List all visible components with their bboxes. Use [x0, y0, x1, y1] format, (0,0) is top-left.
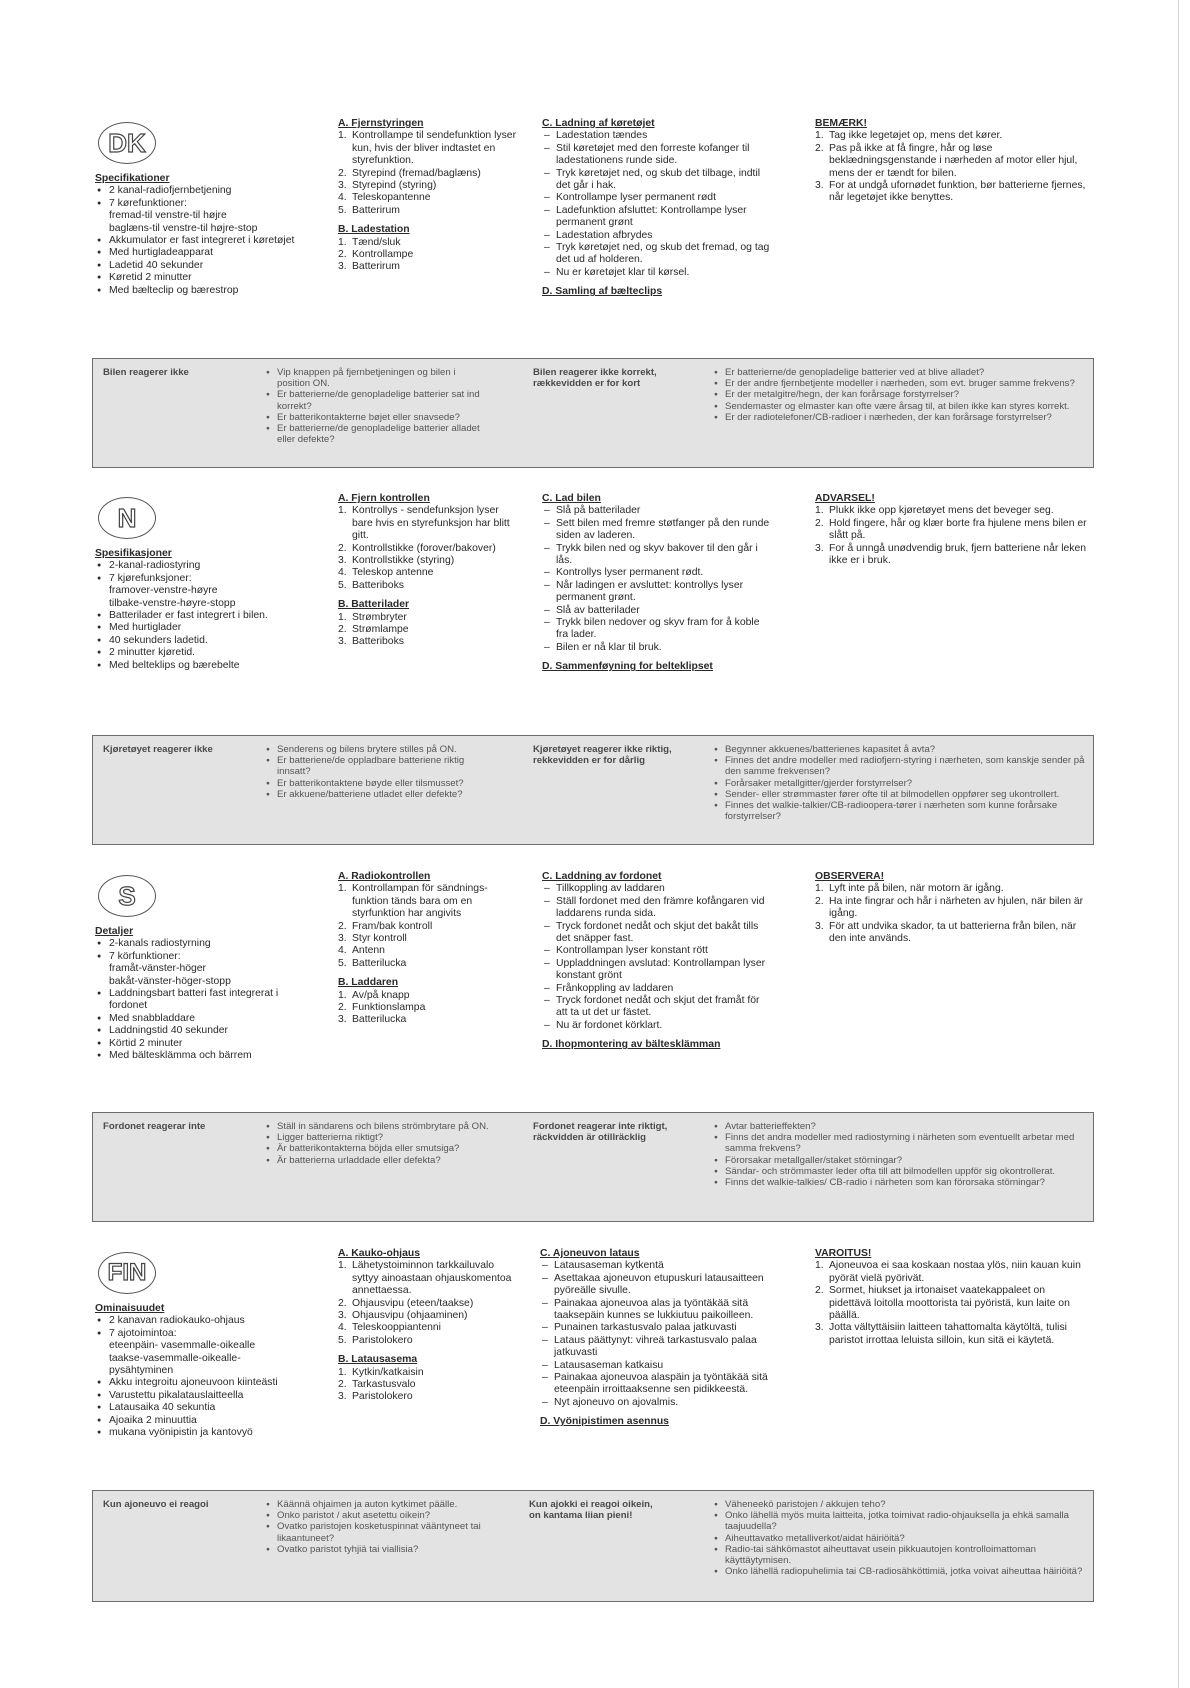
troubleshooting-box	[92, 735, 1094, 845]
charger-title: B. Latausasema	[338, 1354, 418, 1366]
spec-item: ● Varustettu pikalatauslaitteella	[95, 1390, 295, 1402]
warning-item: 2. Ha inte fingrar och hår i närheten av hjulen, när bilen är igång.	[815, 895, 1084, 920]
charging-step: – Tryk køretøjet ned, og skub det tilbage, indtil det går i hak.	[542, 168, 772, 193]
spec-title: Spesifikasjoner	[95, 548, 172, 559]
trouble-list	[265, 367, 490, 445]
spec-item: ● 7 ajotoimintoa: eteenpäin- vasemmalle-oikealle taakse-vasemmalle-oikealle- pysähtyminen	[95, 1328, 295, 1378]
remote-item: 4. Teleskop antenne	[338, 567, 434, 579]
remote-column	[338, 871, 518, 1027]
spec-item: ● Latausaika 40 sekuntia	[95, 1402, 295, 1414]
troubleshooting-box	[92, 358, 1094, 468]
trouble-item: ● Er der radiotelefoner/CB-radioer i nærheden, der kan forårsage forstyrrelser?	[713, 412, 1091, 423]
trouble-list	[713, 744, 1091, 822]
charging-step: – Bilen er nå klar til bruk.	[542, 642, 772, 654]
warning-column	[815, 493, 1090, 567]
charging-list	[542, 883, 772, 1032]
remote-item: 3. Ohjausvipu (ohjaaminen)	[338, 1310, 468, 1322]
remote-item: 5. Batterilucka	[338, 957, 407, 969]
trouble-item: ● Ställ in sändarens och bilens strömbrytare på ON.	[265, 1121, 490, 1132]
remote-item: 5. Paristolokero	[338, 1334, 413, 1346]
warning-item: 1. Plukk ikke opp kjøretøyet mens det beveger seg.	[815, 505, 1054, 517]
charging-step: – Trykk bilen ned og skyv bakover til den går i lås.	[542, 543, 772, 568]
trouble-item: ● Finns det andra modeller med radiostyrning i närheten som eventuellt arbetar med samma frekvens?	[713, 1132, 1091, 1154]
charger-item: 1. Tænd/sluk	[338, 236, 401, 248]
charger-item: 3. Batterirum	[338, 261, 400, 273]
spec-item: ● Akku integroitu ajoneuvoon kiinteästi	[95, 1377, 295, 1389]
warning-item: 3. För att undvika skador, ta ut batterierna från bilen, när den inte används.	[815, 920, 1077, 945]
trouble-item: ● Finnes det walkie-talkier/CB-radioopera-tører i nærheten som kunne forårsake forstyrrelser?	[713, 800, 1091, 822]
remote-item: 2. Styrepind (fremad/baglæns)	[338, 167, 481, 179]
charging-title: C. Laddning av fordonet	[542, 871, 662, 882]
badge-code: S	[118, 881, 136, 911]
badge-code: DK	[108, 128, 146, 158]
country-badge	[98, 497, 158, 541]
remote-item: 4. Teleskooppiantenni	[338, 1322, 441, 1334]
remote-item: 1. Kontrollampe til sendefunktion lyser kun, hvis der bliver indtastet en styrefunktion.	[338, 130, 517, 167]
spec-item: ● Med hurtigladeapparat	[95, 247, 295, 259]
charging-list	[542, 130, 772, 279]
trouble-list	[713, 1121, 1091, 1188]
spec-title: Detaljer	[95, 926, 134, 937]
charger-list	[338, 1367, 518, 1404]
spec-item: ● Med bælteclip og bærestrop	[95, 285, 295, 297]
trouble-item: ● Sendemaster og elmaster kan ofte være årsag til, at bilen ikke kan styres korrekt.	[713, 401, 1091, 412]
charger-item: 3. Batteriboks	[338, 636, 404, 648]
warning-title: OBSERVERA!	[815, 871, 885, 882]
country-badge	[98, 875, 158, 919]
charger-item: 1. Av/på knapp	[338, 989, 410, 1001]
charging-step: – Tryck fordonet nedåt och skjut det bakåt tills det snäpper fast.	[542, 921, 772, 946]
trouble-title: Kjøretøyet reagerer ikke riktig, rekkevidden er for dårlig	[533, 744, 672, 767]
charger-list	[338, 612, 518, 649]
trouble-item: ● Begynner akkuenes/batterienes kapasitet å avta?	[713, 744, 1091, 755]
assembly-title: D. Ihopmontering av bältesklämman	[542, 1039, 721, 1051]
trouble-item: ● Onko lähellä myös muita laitteita, jotka toimivat radio-ohjauksella ja ehkä samalla taajuudella?	[713, 1510, 1091, 1532]
warning-item: 1. Tag ikke legetøjet op, mens det kører.	[815, 130, 1003, 142]
charging-step: – Ladestation tændes	[542, 130, 772, 142]
badge-code: N	[117, 503, 137, 533]
trouble-item: ● Ligger batterierna riktigt?	[265, 1132, 490, 1143]
assembly-title: D. Vyönipistimen asennus	[540, 1416, 669, 1428]
spec-item: ● Ladetid 40 sekunder	[95, 260, 295, 272]
trouble-item: ● Senderens og bilens brytere stilles på ON.	[265, 744, 490, 755]
trouble-item: ● Sender- eller strømmaster fører ofte til at bilmodellen oppfører seg ukontrollert.	[713, 789, 1091, 800]
charger-item: 2. Funktionslampa	[338, 1002, 426, 1014]
remote-item: 1. Kontrollys - sendefunksjon lyser bare hvis en styrefunksjon har blitt gitt.	[338, 505, 510, 542]
charging-column	[540, 1248, 772, 1429]
spec-item: ● 2-kanals radiostyrning	[95, 938, 295, 950]
trouble-item: ● Er batterierne/de genopladelige batterier sat ind korrekt?	[265, 389, 490, 411]
charging-column	[542, 871, 772, 1052]
spec-item: ● Körtid 2 minuter	[95, 1038, 295, 1050]
remote-list	[338, 130, 518, 217]
charger-item: 3. Paristolokero	[338, 1391, 413, 1403]
page-edge-line	[1178, 0, 1179, 1688]
charging-step: – Kontrollys lyser permanent rødt.	[542, 567, 772, 579]
charging-step: – Slå på batterilader	[542, 505, 772, 517]
spec-item: ● Med bältesklämma och bärrem	[95, 1050, 295, 1062]
trouble-item: ● Finns det walkie-talkies/ CB-radio i närheten som kan förorsaka störningar?	[713, 1177, 1091, 1188]
charging-step: – Nyt ajoneuvo on ajovalmis.	[540, 1397, 772, 1409]
remote-item: 1. Kontrollampan för sändnings-funktion tänds bara om en styrfunktion har angivits	[338, 883, 488, 920]
charger-list	[338, 990, 518, 1027]
trouble-item: ● Är batterierna urladdade eller defekta?	[265, 1155, 490, 1166]
remote-column	[338, 118, 518, 274]
remote-item: 3. Styr kontroll	[338, 933, 407, 945]
badge-code: FIN	[107, 1259, 147, 1286]
remote-item: 1. Lähetystoiminnon tarkkailuvalo syttyy ainoastaan ohjauskomentoa annettaessa.	[338, 1260, 512, 1297]
spec-title: Ominaisuudet	[95, 1303, 165, 1314]
trouble-item: ● Onko paristot / akut asetettu oikein?	[265, 1510, 490, 1521]
charging-step: – Ladefunktion afsluttet: Kontrollampe lyser permanent grønt	[542, 205, 772, 230]
remote-title: A. Kauko-ohjaus	[338, 1248, 420, 1259]
warning-column	[815, 871, 1090, 945]
trouble-item: ● Ovatko paristojen kosketuspinnat vääntyneet tai likaantuneet?	[265, 1521, 490, 1543]
spec-item: ● 7 kørefunktioner: fremad-til venstre-til højre baglæns-til venstre-til højre-stop	[95, 198, 295, 235]
trouble-item: ● Förorsakar metallgaller/staket störningar?	[713, 1155, 1091, 1166]
country-badge	[98, 122, 158, 166]
warning-item: 3. Jotta vältyttäisiin laitteen tahattomalta käytöltä, tulisi paristot irrottaa leluista silloin, kun sitä ei käytetä.	[815, 1322, 1067, 1346]
charger-item: 2. Strømlampe	[338, 624, 409, 636]
remote-item: 5. Batterirum	[338, 204, 400, 216]
warning-list	[815, 505, 1090, 567]
warning-item: 1. Ajoneuvoa ei saa koskaan nostaa ylös, niin kauan kuin pyörät vielä pyörivät.	[815, 1260, 1081, 1284]
warning-item: 3. For å unngå unødvendig bruk, fjern batteriene når leken ikke er i bruk.	[815, 542, 1087, 567]
remote-item: 3. Styrepind (styring)	[338, 180, 437, 192]
charging-title: C. Lad bilen	[542, 493, 601, 504]
charging-step: – Punainen tarkastusvalo palaa jatkuvasti	[540, 1322, 772, 1334]
trouble-item: ● Sändar- och strömmaster leder ofta till att bilmodellen uppför sig okontrollerat.	[713, 1166, 1091, 1177]
trouble-title: Kun ajokki ei reagoi oikein, on kantama liian pieni!	[529, 1499, 653, 1522]
remote-column	[338, 493, 518, 649]
warning-list	[815, 1260, 1090, 1347]
trouble-item: ● Ovatko paristot tyhjiä tai viallisia?	[265, 1544, 490, 1555]
charger-item: 3. Batterilucka	[338, 1014, 407, 1026]
spec-item: ● 7 kjørefunksjoner: framover-venstre-høyre tilbake-venstre-høyre-stopp	[95, 573, 295, 610]
remote-item: 5. Batteriboks	[338, 579, 404, 591]
warning-item: 2. Pas på ikke at få fingre, hår og løse beklædningsgenstande i nærheden af motor eller hjul, mens der er tændt for bilen.	[815, 142, 1078, 179]
trouble-title: Kjøretøyet reagerer ikke	[103, 744, 213, 755]
assembly-title: D. Samling af bælteclips	[542, 286, 663, 298]
warning-item: 2. Hold fingere, hår og klær borte fra hjulene mens bilen er slått på.	[815, 517, 1087, 542]
spec-item: ● 2 kanal-radiofjernbetjening	[95, 185, 295, 197]
trouble-item: ● Aiheuttavatko metalliverkot/aidat häiriöitä?	[713, 1533, 1091, 1544]
charging-title: C. Ajoneuvon lataus	[540, 1248, 640, 1259]
charging-step: – Uppladdningen avslutad: Kontrollampan lyser konstant grönt	[542, 958, 772, 983]
spec-item: ● mukana vyönipistin ja kantovyö	[95, 1427, 295, 1439]
warning-title: ADVARSEL!	[815, 493, 875, 504]
charging-step: – Ställ fordonet med den främre kofångaren vid laddarens runda sida.	[542, 896, 772, 921]
trouble-item: ● Forårsaker metallgitter/gjerder forstyrrelser?	[713, 778, 1091, 789]
spec-item: ● Med belteklips og bærebelte	[95, 660, 295, 672]
warning-column	[815, 1248, 1090, 1347]
spec-item: ● Akkumulator er fast integreret i køretøjet	[95, 235, 295, 247]
charging-step: – Trykk bilen nedover og skyv fram for å koble fra lader.	[542, 617, 772, 642]
spec-item: ● Med hurtiglader	[95, 622, 295, 634]
trouble-item: ● Er batterierne/de genopladelige batterier alladet eller defekte?	[265, 423, 490, 445]
remote-title: A. Fjernstyringen	[338, 118, 424, 129]
spec-item: ● 40 sekunders ladetid.	[95, 635, 295, 647]
charging-step: – Frånkoppling av laddaren	[542, 983, 772, 995]
spec-item: ● Batterilader er fast integrert i bilen.	[95, 610, 295, 622]
spec-item: ● 2-kanal-radiostyring	[95, 560, 295, 572]
remote-title: A. Radiokontrollen	[338, 871, 431, 882]
charger-title: B. Batterilader	[338, 599, 410, 611]
charging-step: – Sett bilen med fremre støtfanger på den runde siden av laderen.	[542, 518, 772, 543]
trouble-item: ● Er batterierne/de genopladelige batterier ved at blive alladet?	[713, 367, 1091, 378]
remote-list	[338, 1260, 518, 1347]
charging-list	[542, 505, 772, 654]
troubleshooting-box	[92, 1112, 1094, 1222]
trouble-title: Bilen reagerer ikke	[103, 367, 189, 378]
charging-column	[542, 493, 772, 674]
remote-list	[338, 883, 518, 970]
trouble-item: ● Onko lähellä radiopuhelimia tai CB-radiosähköttimiä, jotka voivat aiheuttaa häiriöitä?	[713, 1566, 1091, 1577]
charging-step: – Latausaseman katkaisu	[540, 1360, 772, 1372]
charging-step: – Asettakaa ajoneuvon etupuskuri latausaitteen pyöreälle sivulle.	[540, 1273, 772, 1298]
trouble-title: Bilen reagerer ikke korrekt, rækkevidden er for kort	[533, 367, 657, 390]
spec-list	[95, 560, 295, 672]
spec-column	[95, 1303, 295, 1439]
trouble-item: ● Er batterikontakterne bøjet eller snavsede?	[265, 412, 490, 423]
trouble-list	[265, 1499, 490, 1555]
trouble-list	[713, 1499, 1091, 1577]
trouble-item: ● Väheneekö paristojen / akkujen teho?	[713, 1499, 1091, 1510]
remote-title: A. Fjern kontrollen	[338, 493, 430, 504]
spec-column	[95, 173, 295, 297]
remote-list	[338, 505, 518, 592]
remote-item: 4. Antenn	[338, 945, 385, 957]
charging-step: – Ladestation afbrydes	[542, 230, 772, 242]
spec-item: ● 2 minutter kjøretid.	[95, 647, 295, 659]
charger-title: B. Laddaren	[338, 977, 399, 989]
charging-column	[542, 118, 772, 299]
spec-column	[95, 926, 295, 1062]
remote-item: 2. Ohjausvipu (eteen/taakse)	[338, 1297, 474, 1309]
country-badge	[98, 1252, 158, 1296]
spec-item: ● Laddningsbart batteri fast integrerat i fordonet	[95, 988, 295, 1013]
trouble-list	[713, 367, 1091, 423]
warning-item: 2. Sormet, hiukset ja irtonaiset vaatekappaleet on pidettävä loitolla moottorista tai pyöristä, kun laite on päällä.	[815, 1285, 1070, 1322]
charger-item: 1. Strømbryter	[338, 611, 407, 623]
charging-step: – Når ladingen er avsluttet: kontrollys lyser permanent grønt.	[542, 580, 772, 605]
spec-item: ● 7 körfunktioner: framåt-vänster-höger bakåt-vänster-höger-stopp	[95, 951, 295, 988]
charging-step: – Tryk køretøjet ned, og skub det fremad, og tag det ud af holderen.	[542, 242, 772, 267]
spec-item: ● 2 kanavan radiokauko-ohjaus	[95, 1315, 295, 1327]
charging-step: – Nu er køretøjet klar til kørsel.	[542, 267, 772, 279]
warning-title: VAROITUS!	[815, 1248, 872, 1259]
trouble-item: ● Avtar batterieffekten?	[713, 1121, 1091, 1132]
assembly-title: D. Sammenføyning for belteklipset	[542, 661, 713, 673]
spec-item: ● Ajoaika 2 minuuttia	[95, 1415, 295, 1427]
remote-item: 2. Fram/bak kontroll	[338, 920, 433, 932]
spec-list	[95, 1315, 295, 1439]
charging-step: – Kontrollampan lyser konstant rött	[542, 945, 772, 957]
trouble-item: ● Finnes det andre modeller med radiofjern-styring i nærheten, som kanskje sender på den samme frekvensen?	[713, 755, 1091, 777]
remote-item: 2. Kontrollstikke (forover/bakover)	[338, 542, 496, 554]
charging-step: – Lataus päättynyt: vihreä tarkastusvalo palaa jatkuvasti	[540, 1335, 772, 1360]
trouble-list	[265, 1121, 490, 1166]
charging-step: – Tillkoppling av laddaren	[542, 883, 772, 895]
charging-title: C. Ladning af køretøjet	[542, 118, 655, 129]
warning-title: BEMÆRK!	[815, 118, 867, 129]
charging-step: – Painakaa ajoneuvoa alaspäin ja työntäkää sitä eteenpäin irroittaaksenne sen pidikkeestä.	[540, 1372, 772, 1397]
charging-step: – Kontrollampe lyser permanent rødt	[542, 192, 772, 204]
charging-step: – Painakaa ajoneuvoa alas ja työntäkää sitä taaksepäin kunnes se lukkiutuu paikoilleen.	[540, 1298, 772, 1323]
charging-step: – Tryck fordonet nedåt och skjut det framåt för att ta ut det ur fästet.	[542, 995, 772, 1020]
trouble-item: ● Er batteriene/de oppladbare batteriene riktig innsatt?	[265, 755, 490, 777]
trouble-item: ● Vip knappen på fjernbetjeningen og bilen i position ON.	[265, 367, 490, 389]
charging-step: – Stil køretøjet med den forreste kofanger til ladestationens runde side.	[542, 143, 772, 168]
remote-item: 3. Kontrollstikke (styring)	[338, 555, 455, 567]
trouble-title: Fordonet reagerar inte riktigt, räckvidden är otillräcklig	[533, 1121, 668, 1144]
spec-item: ● Laddningstid 40 sekunder	[95, 1025, 295, 1037]
trouble-item: ● Er akkuene/batteriene utladet eller defekte?	[265, 789, 490, 800]
spec-item: ● Med snabbladdare	[95, 1013, 295, 1025]
charger-item: 2. Kontrollampe	[338, 249, 414, 261]
trouble-item: ● Er der metalgitre/hegn, der kan forårsage forstyrrelser?	[713, 389, 1091, 400]
spec-list	[95, 938, 295, 1062]
spec-list	[95, 185, 295, 297]
charging-step: – Slå av batterilader	[542, 605, 772, 617]
trouble-item: ● Er der andre fjernbetjente modeller i nærheden, som evt. bruger samme frekvens?	[713, 378, 1091, 389]
charger-list	[338, 237, 518, 274]
warning-item: 1. Lyft inte på bilen, när motorn är igång.	[815, 883, 1004, 895]
spec-title: Specifikationer	[95, 173, 170, 184]
trouble-item: ● Käännä ohjaimen ja auton kytkimet päälle.	[265, 1499, 490, 1510]
trouble-item: ● Er batterikontaktene bøyde eller tilsmusset?	[265, 778, 490, 789]
trouble-title: Fordonet reagerar inte	[103, 1121, 206, 1132]
spec-column	[95, 548, 295, 672]
warning-list	[815, 130, 1090, 204]
warning-column	[815, 118, 1090, 205]
remote-column	[338, 1248, 518, 1404]
troubleshooting-box	[92, 1490, 1094, 1602]
charger-item: 1. Kytkin/katkaisin	[338, 1366, 424, 1378]
warning-list	[815, 883, 1090, 945]
spec-item: ● Køretid 2 minutter	[95, 272, 295, 284]
trouble-item: ● Är batterikontakterna böjda eller smutsiga?	[265, 1143, 490, 1154]
charger-item: 2. Tarkastusvalo	[338, 1379, 416, 1391]
charging-step: – Nu är fordonet körklart.	[542, 1020, 772, 1032]
trouble-list	[265, 744, 490, 800]
charger-title: B. Ladestation	[338, 224, 410, 236]
charging-step: – Latausaseman kytkentä	[540, 1260, 772, 1272]
charging-list	[540, 1260, 772, 1409]
warning-item: 3. For at undgå ufornødet funktion, bør batterierne fjernes, når legetøjet ikke benyttes.	[815, 180, 1086, 204]
trouble-item: ● Radio-tai sähkömastot aiheuttavat usein pikkuautojen kontrolloimattoman käyttäytymisen.	[713, 1544, 1091, 1566]
trouble-title: Kun ajoneuvo ei reagoi	[103, 1499, 209, 1510]
remote-item: 4. Teleskopantenne	[338, 192, 431, 204]
